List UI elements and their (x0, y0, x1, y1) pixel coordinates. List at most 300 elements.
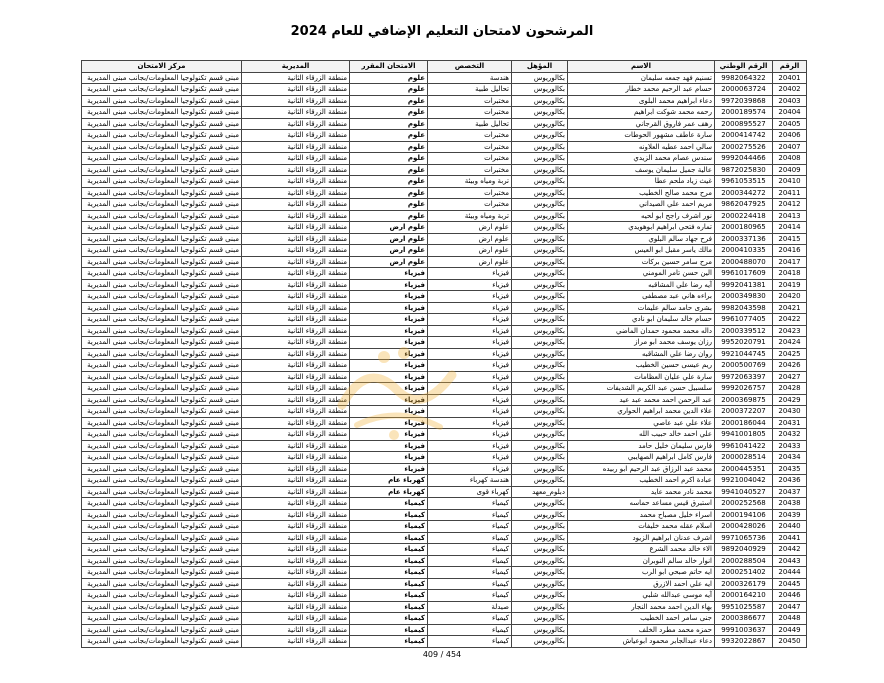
cell-qualification: بكالوريوس (512, 245, 568, 257)
cell-name: ايه حاتم صبحي ابو الرب (568, 567, 715, 579)
cell-specialty: كيمياء (428, 578, 512, 590)
cell-qualification: بكالوريوس (512, 233, 568, 245)
cell-num: 20437 (773, 486, 807, 498)
table-row (82, 153, 807, 165)
cell-directorate: منطقة الزرقاء الثانية (242, 463, 350, 475)
candidates-table (81, 60, 807, 648)
cell-exam: علوم ارض (350, 256, 428, 268)
cell-qualification: بكالوريوس (512, 509, 568, 521)
header-center: مركز الامتحان (82, 61, 242, 73)
cell-directorate: منطقة الزرقاء الثانية (242, 475, 350, 487)
cell-directorate: منطقة الزرقاء الثانية (242, 314, 350, 326)
cell-exam: علوم (350, 210, 428, 222)
header-directorate: المديرية (242, 61, 350, 73)
cell-exam: فيزياء (350, 406, 428, 418)
table-row (82, 325, 807, 337)
cell-directorate: منطقة الزرقاء الثانية (242, 141, 350, 153)
table-row (82, 176, 807, 188)
table-row (82, 440, 807, 452)
cell-qualification: بكالوريوس (512, 348, 568, 360)
cell-num: 20414 (773, 222, 807, 234)
cell-specialty: فيزياء (428, 279, 512, 291)
table-row (82, 187, 807, 199)
cell-qualification: بكالوريوس (512, 325, 568, 337)
cell-num: 20446 (773, 590, 807, 602)
table-row (82, 429, 807, 441)
cell-specialty: علوم ارض (428, 245, 512, 257)
cell-national-id: 2000414742 (715, 130, 773, 142)
cell-national-id: 2000349830 (715, 291, 773, 303)
table-row (82, 486, 807, 498)
cell-num: 20410 (773, 176, 807, 188)
cell-name: سالي احمد عطيه العلاونه (568, 141, 715, 153)
cell-national-id: 9862047925 (715, 199, 773, 211)
cell-specialty: فيزياء (428, 406, 512, 418)
cell-exam: علوم (350, 118, 428, 130)
cell-num: 20445 (773, 578, 807, 590)
cell-center: مبنى قسم تكنولوجيا المعلومات/بجانب مبنى المديرية (82, 130, 242, 142)
cell-directorate: منطقة الزرقاء الثانية (242, 394, 350, 406)
table-row (82, 164, 807, 176)
cell-directorate: منطقة الزرقاء الثانية (242, 176, 350, 188)
cell-exam: كيمياء (350, 567, 428, 579)
cell-specialty: مختبرات (428, 153, 512, 165)
cell-name: رهف عمر فاروق القرجاني (568, 118, 715, 130)
cell-center: مبنى قسم تكنولوجيا المعلومات/بجانب مبنى المديرية (82, 245, 242, 257)
cell-qualification: بكالوريوس (512, 498, 568, 510)
cell-exam: كيمياء (350, 509, 428, 521)
cell-center: مبنى قسم تكنولوجيا المعلومات/بجانب مبنى المديرية (82, 601, 242, 613)
cell-num: 20413 (773, 210, 807, 222)
table-row (82, 509, 807, 521)
cell-specialty: فيزياء (428, 394, 512, 406)
cell-name: محمد نادر محمد عايد (568, 486, 715, 498)
cell-specialty: كيمياء (428, 532, 512, 544)
cell-directorate: منطقة الزرقاء الثانية (242, 509, 350, 521)
cell-center: مبنى قسم تكنولوجيا المعلومات/بجانب مبنى المديرية (82, 72, 242, 84)
cell-directorate: منطقة الزرقاء الثانية (242, 337, 350, 349)
cell-national-id: 2000288504 (715, 555, 773, 567)
cell-center: مبنى قسم تكنولوجيا المعلومات/بجانب مبنى المديرية (82, 176, 242, 188)
cell-directorate: منطقة الزرقاء الثانية (242, 590, 350, 602)
table-row (82, 624, 807, 636)
cell-qualification: بكالوريوس (512, 463, 568, 475)
cell-num: 20450 (773, 636, 807, 648)
cell-qualification: بكالوريوس (512, 590, 568, 602)
cell-specialty: كيمياء (428, 498, 512, 510)
cell-center: مبنى قسم تكنولوجيا المعلومات/بجانب مبنى المديرية (82, 532, 242, 544)
cell-directorate: منطقة الزرقاء الثانية (242, 107, 350, 119)
cell-national-id: 9972063397 (715, 371, 773, 383)
cell-directorate: منطقة الزرقاء الثانية (242, 578, 350, 590)
cell-national-id: 2000164210 (715, 590, 773, 602)
cell-num: 20412 (773, 199, 807, 211)
table-row (82, 141, 807, 153)
cell-name: محمد عبد الرزاق عبد الرحيم ابو ربيده (568, 463, 715, 475)
cell-name: اسلام عقله محمد خليفات (568, 521, 715, 533)
cell-qualification: بكالوريوس (512, 544, 568, 556)
cell-specialty: فيزياء (428, 463, 512, 475)
cell-num: 20409 (773, 164, 807, 176)
cell-qualification: بكالوريوس (512, 279, 568, 291)
cell-num: 20442 (773, 544, 807, 556)
cell-center: مبنى قسم تكنولوجيا المعلومات/بجانب مبنى المديرية (82, 498, 242, 510)
cell-exam: علوم (350, 176, 428, 188)
cell-exam: كهرباء عام (350, 486, 428, 498)
cell-num: 20429 (773, 394, 807, 406)
cell-center: مبنى قسم تكنولوجيا المعلومات/بجانب مبنى المديرية (82, 233, 242, 245)
cell-center: مبنى قسم تكنولوجيا المعلومات/بجانب مبنى المديرية (82, 222, 242, 234)
cell-qualification: بكالوريوس (512, 452, 568, 464)
cell-name: مريم احمد علي الصيداني (568, 199, 715, 211)
cell-qualification: بكالوريوس (512, 210, 568, 222)
cell-num: 20431 (773, 417, 807, 429)
cell-directorate: منطقة الزرقاء الثانية (242, 452, 350, 464)
cell-national-id: 9961053515 (715, 176, 773, 188)
cell-num: 20444 (773, 567, 807, 579)
cell-national-id: 9972039868 (715, 95, 773, 107)
cell-specialty: فيزياء (428, 360, 512, 372)
cell-exam: كيمياء (350, 636, 428, 648)
cell-national-id: 2000275526 (715, 141, 773, 153)
cell-specialty: علوم ارض (428, 222, 512, 234)
cell-exam: علوم (350, 84, 428, 96)
cell-name: سلسبيل حسن عبد الكريم الشديفات (568, 383, 715, 395)
cell-qualification: بكالوريوس (512, 532, 568, 544)
cell-specialty: فيزياء (428, 291, 512, 303)
cell-exam: علوم (350, 187, 428, 199)
cell-national-id: 9961017609 (715, 268, 773, 280)
cell-directorate: منطقة الزرقاء الثانية (242, 406, 350, 418)
table-row (82, 613, 807, 625)
cell-exam: فيزياء (350, 383, 428, 395)
cell-exam: علوم ارض (350, 222, 428, 234)
cell-exam: علوم ارض (350, 245, 428, 257)
cell-national-id: 2000895527 (715, 118, 773, 130)
table-row (82, 360, 807, 372)
cell-exam: علوم ارض (350, 233, 428, 245)
cell-center: مبنى قسم تكنولوجيا المعلومات/بجانب مبنى المديرية (82, 486, 242, 498)
cell-exam: علوم (350, 141, 428, 153)
cell-exam: فيزياء (350, 279, 428, 291)
cell-specialty: تربة ومياه وبيئة (428, 176, 512, 188)
cell-exam: كيمياء (350, 590, 428, 602)
cell-directorate: منطقة الزرقاء الثانية (242, 153, 350, 165)
cell-directorate: منطقة الزرقاء الثانية (242, 84, 350, 96)
cell-center: مبنى قسم تكنولوجيا المعلومات/بجانب مبنى المديرية (82, 509, 242, 521)
cell-num: 20424 (773, 337, 807, 349)
cell-national-id: 2000339512 (715, 325, 773, 337)
cell-exam: علوم (350, 199, 428, 211)
cell-exam: فيزياء (350, 348, 428, 360)
cell-directorate: منطقة الزرقاء الثانية (242, 555, 350, 567)
cell-name: عبد الرحمن احمد محمد عبد عيد (568, 394, 715, 406)
cell-name: سندس عصام محمد الزيدي (568, 153, 715, 165)
cell-center: مبنى قسم تكنولوجيا المعلومات/بجانب مبنى المديرية (82, 348, 242, 360)
cell-qualification: بكالوريوس (512, 130, 568, 142)
cell-center: مبنى قسم تكنولوجيا المعلومات/بجانب مبنى المديرية (82, 84, 242, 96)
cell-specialty: فيزياء (428, 417, 512, 429)
cell-directorate: منطقة الزرقاء الثانية (242, 118, 350, 130)
table-row (82, 107, 807, 119)
cell-directorate: منطقة الزرقاء الثانية (242, 199, 350, 211)
cell-name: ريم عيسى حسين الخطيب (568, 360, 715, 372)
cell-exam: فيزياء (350, 314, 428, 326)
cell-national-id: 9961041422 (715, 440, 773, 452)
cell-center: مبنى قسم تكنولوجيا المعلومات/بجانب مبنى المديرية (82, 636, 242, 648)
cell-exam: كيمياء (350, 555, 428, 567)
cell-qualification: بكالوريوس (512, 291, 568, 303)
cell-name: آيه موسى عبدالله شلبي (568, 590, 715, 602)
cell-specialty: علوم ارض (428, 256, 512, 268)
cell-qualification: دبلوم_معهد (512, 486, 568, 498)
cell-national-id: 9941040527 (715, 486, 773, 498)
cell-directorate: منطقة الزرقاء الثانية (242, 95, 350, 107)
header-qualification: المؤهل (512, 61, 568, 73)
cell-num: 20402 (773, 84, 807, 96)
cell-name: مالك ياسر مقبل ابو العيس (568, 245, 715, 257)
cell-specialty: فيزياء (428, 337, 512, 349)
cell-name: سارة علي عليان العظامات (568, 371, 715, 383)
cell-name: رزان يوسف محمد ابو مراز (568, 337, 715, 349)
cell-directorate: منطقة الزرقاء الثانية (242, 429, 350, 441)
cell-directorate: منطقة الزرقاء الثانية (242, 440, 350, 452)
cell-specialty: كهرباء قوى (428, 486, 512, 498)
cell-exam: كيمياء (350, 544, 428, 556)
header-exam: الامتحان المقرر (350, 61, 428, 73)
cell-center: مبنى قسم تكنولوجيا المعلومات/بجانب مبنى المديرية (82, 325, 242, 337)
cell-national-id: 2000500769 (715, 360, 773, 372)
cell-name: بشرى حامد سالم عليمات (568, 302, 715, 314)
cell-specialty: كيمياء (428, 624, 512, 636)
cell-national-id: 2000386677 (715, 613, 773, 625)
cell-center: مبنى قسم تكنولوجيا المعلومات/بجانب مبنى المديرية (82, 153, 242, 165)
cell-national-id: 9941001805 (715, 429, 773, 441)
cell-name: فارس سليمان خليل حامد (568, 440, 715, 452)
cell-center: مبنى قسم تكنولوجيا المعلومات/بجانب مبنى المديرية (82, 199, 242, 211)
cell-national-id: 9961077405 (715, 314, 773, 326)
cell-center: مبنى قسم تكنولوجيا المعلومات/بجانب مبنى المديرية (82, 141, 242, 153)
cell-num: 20434 (773, 452, 807, 464)
cell-center: مبنى قسم تكنولوجيا المعلومات/بجانب مبنى المديرية (82, 624, 242, 636)
cell-name: جنى سامر احمد الخطيب (568, 613, 715, 625)
cell-national-id: 9872025830 (715, 164, 773, 176)
cell-qualification: بكالوريوس (512, 360, 568, 372)
cell-directorate: منطقة الزرقاء الثانية (242, 567, 350, 579)
cell-center: مبنى قسم تكنولوجيا المعلومات/بجانب مبنى المديرية (82, 452, 242, 464)
cell-directorate: منطقة الزرقاء الثانية (242, 130, 350, 142)
cell-directorate: منطقة الزرقاء الثانية (242, 371, 350, 383)
cell-national-id: 9992044466 (715, 153, 773, 165)
cell-national-id: 9992026757 (715, 383, 773, 395)
cell-qualification: بكالوريوس (512, 578, 568, 590)
cell-center: مبنى قسم تكنولوجيا المعلومات/بجانب مبنى المديرية (82, 95, 242, 107)
cell-name: حسام خالد سليمان ابو نادي (568, 314, 715, 326)
cell-directorate: منطقة الزرقاء الثانية (242, 233, 350, 245)
cell-qualification: بكالوريوس (512, 222, 568, 234)
table-row (82, 233, 807, 245)
table-row (82, 256, 807, 268)
cell-qualification: بكالوريوس (512, 118, 568, 130)
cell-exam: فيزياء (350, 371, 428, 383)
cell-national-id: 2000252568 (715, 498, 773, 510)
cell-center: مبنى قسم تكنولوجيا المعلومات/بجانب مبنى المديرية (82, 417, 242, 429)
cell-num: 20433 (773, 440, 807, 452)
cell-center: مبنى قسم تكنولوجيا المعلومات/بجانب مبنى المديرية (82, 578, 242, 590)
table-row (82, 406, 807, 418)
table-row (82, 302, 807, 314)
cell-num: 20441 (773, 532, 807, 544)
cell-num: 20407 (773, 141, 807, 153)
cell-center: مبنى قسم تكنولوجيا المعلومات/بجانب مبنى المديرية (82, 107, 242, 119)
cell-qualification: بكالوريوس (512, 164, 568, 176)
table-row (82, 199, 807, 211)
cell-national-id: 9921044745 (715, 348, 773, 360)
table-row (82, 130, 807, 142)
cell-specialty: فيزياء (428, 268, 512, 280)
cell-national-id: 2000428026 (715, 521, 773, 533)
cell-center: مبنى قسم تكنولوجيا المعلومات/بجانب مبنى المديرية (82, 256, 242, 268)
header-specialty: التخصص (428, 61, 512, 73)
table-row (82, 337, 807, 349)
table-row (82, 245, 807, 257)
cell-name: اسراء خليل مصباح محمد (568, 509, 715, 521)
cell-exam: كيمياء (350, 601, 428, 613)
cell-qualification: بكالوريوس (512, 440, 568, 452)
cell-specialty: صيدلة (428, 601, 512, 613)
table-row (82, 578, 807, 590)
table-row (82, 601, 807, 613)
cell-exam: علوم (350, 72, 428, 84)
cell-specialty: فيزياء (428, 452, 512, 464)
cell-num: 20449 (773, 624, 807, 636)
cell-exam: فيزياء (350, 302, 428, 314)
cell-national-id: 2000337136 (715, 233, 773, 245)
cell-specialty: مختبرات (428, 199, 512, 211)
cell-center: مبنى قسم تكنولوجيا المعلومات/بجانب مبنى المديرية (82, 164, 242, 176)
cell-national-id: 2000186044 (715, 417, 773, 429)
cell-exam: علوم (350, 153, 428, 165)
header-national-id: الرقم الوطني (715, 61, 773, 73)
cell-directorate: منطقة الزرقاء الثانية (242, 302, 350, 314)
table-row (82, 567, 807, 579)
cell-exam: فيزياء (350, 325, 428, 337)
cell-center: مبنى قسم تكنولوجيا المعلومات/بجانب مبنى المديرية (82, 567, 242, 579)
table-row (82, 636, 807, 648)
cell-directorate: منطقة الزرقاء الثانية (242, 187, 350, 199)
cell-center: مبنى قسم تكنولوجيا المعلومات/بجانب مبنى المديرية (82, 187, 242, 199)
cell-num: 20428 (773, 383, 807, 395)
table-row (82, 279, 807, 291)
cell-qualification: بكالوريوس (512, 141, 568, 153)
cell-exam: فيزياء (350, 429, 428, 441)
cell-national-id: 9992041381 (715, 279, 773, 291)
cell-num: 20405 (773, 118, 807, 130)
cell-center: مبنى قسم تكنولوجيا المعلومات/بجانب مبنى المديرية (82, 210, 242, 222)
cell-num: 20430 (773, 406, 807, 418)
table-row (82, 291, 807, 303)
cell-directorate: منطقة الزرقاء الثانية (242, 486, 350, 498)
cell-exam: كيمياء (350, 498, 428, 510)
cell-exam: فيزياء (350, 463, 428, 475)
cell-name: مرح سامر حسين بركات (568, 256, 715, 268)
cell-national-id: 9982043598 (715, 302, 773, 314)
cell-name: عالية جميل سليمان يوسف (568, 164, 715, 176)
cell-national-id: 9921004042 (715, 475, 773, 487)
cell-name: الاء خالد محمد الشرع (568, 544, 715, 556)
cell-name: اشرف عدنان ابراهيم الزيود (568, 532, 715, 544)
cell-name: نور اشرف راجح ابو لحيه (568, 210, 715, 222)
table-body (82, 72, 807, 647)
cell-directorate: منطقة الزرقاء الثانية (242, 624, 350, 636)
table-row (82, 452, 807, 464)
cell-num: 20418 (773, 268, 807, 280)
cell-center: مبنى قسم تكنولوجيا المعلومات/بجانب مبنى المديرية (82, 314, 242, 326)
cell-qualification: بكالوريوس (512, 555, 568, 567)
cell-specialty: تربة ومياه وبيئة (428, 210, 512, 222)
cell-directorate: منطقة الزرقاء الثانية (242, 383, 350, 395)
cell-qualification: بكالوريوس (512, 314, 568, 326)
cell-specialty: كيمياء (428, 555, 512, 567)
cell-national-id: 9991003637 (715, 624, 773, 636)
cell-name: انوار خالد سالم النوبران (568, 555, 715, 567)
cell-directorate: منطقة الزرقاء الثانية (242, 279, 350, 291)
cell-name: فارس كامل ابراهيم الصهايبي (568, 452, 715, 464)
cell-center: مبنى قسم تكنولوجيا المعلومات/بجانب مبنى المديرية (82, 360, 242, 372)
cell-specialty: كيمياء (428, 567, 512, 579)
cell-center: مبنى قسم تكنولوجيا المعلومات/بجانب مبنى المديرية (82, 406, 242, 418)
cell-qualification: بكالوريوس (512, 406, 568, 418)
cell-national-id: 2000224418 (715, 210, 773, 222)
cell-exam: فيزياء (350, 360, 428, 372)
cell-national-id: 2000063724 (715, 84, 773, 96)
cell-directorate: منطقة الزرقاء الثانية (242, 613, 350, 625)
cell-num: 20435 (773, 463, 807, 475)
table-row (82, 532, 807, 544)
cell-name: حمزه محمد مطرد الخلف (568, 624, 715, 636)
cell-exam: علوم (350, 130, 428, 142)
cell-qualification: بكالوريوس (512, 107, 568, 119)
cell-num: 20448 (773, 613, 807, 625)
cell-specialty: هندسة كهرباء (428, 475, 512, 487)
cell-national-id: 2000189574 (715, 107, 773, 119)
cell-exam: كهرباء عام (350, 475, 428, 487)
cell-name: علي احمد خالد حبيب الله (568, 429, 715, 441)
cell-specialty: كيمياء (428, 613, 512, 625)
cell-center: مبنى قسم تكنولوجيا المعلومات/بجانب مبنى المديرية (82, 463, 242, 475)
cell-directorate: منطقة الزرقاء الثانية (242, 636, 350, 648)
cell-directorate: منطقة الزرقاء الثانية (242, 532, 350, 544)
cell-name: الين حسن تامر المومني (568, 268, 715, 280)
cell-qualification: بكالوريوس (512, 613, 568, 625)
cell-specialty: مختبرات (428, 164, 512, 176)
page-number: 409 / 454 (422, 650, 462, 659)
table-row (82, 498, 807, 510)
cell-directorate: منطقة الزرقاء الثانية (242, 245, 350, 257)
cell-qualification: بكالوريوس (512, 72, 568, 84)
cell-national-id: 9932022867 (715, 636, 773, 648)
cell-center: مبنى قسم تكنولوجيا المعلومات/بجانب مبنى المديرية (82, 429, 242, 441)
cell-qualification: بكالوريوس (512, 337, 568, 349)
cell-exam: فيزياء (350, 452, 428, 464)
cell-name: سارة عاطف مشهور الحوطات (568, 130, 715, 142)
cell-center: مبنى قسم تكنولوجيا المعلومات/بجانب مبنى المديرية (82, 291, 242, 303)
cell-specialty: كيمياء (428, 521, 512, 533)
cell-num: 20447 (773, 601, 807, 613)
cell-name: عبادة اكرم احمد الخطيب (568, 475, 715, 487)
cell-specialty: كيمياء (428, 509, 512, 521)
cell-national-id: 2000326179 (715, 578, 773, 590)
